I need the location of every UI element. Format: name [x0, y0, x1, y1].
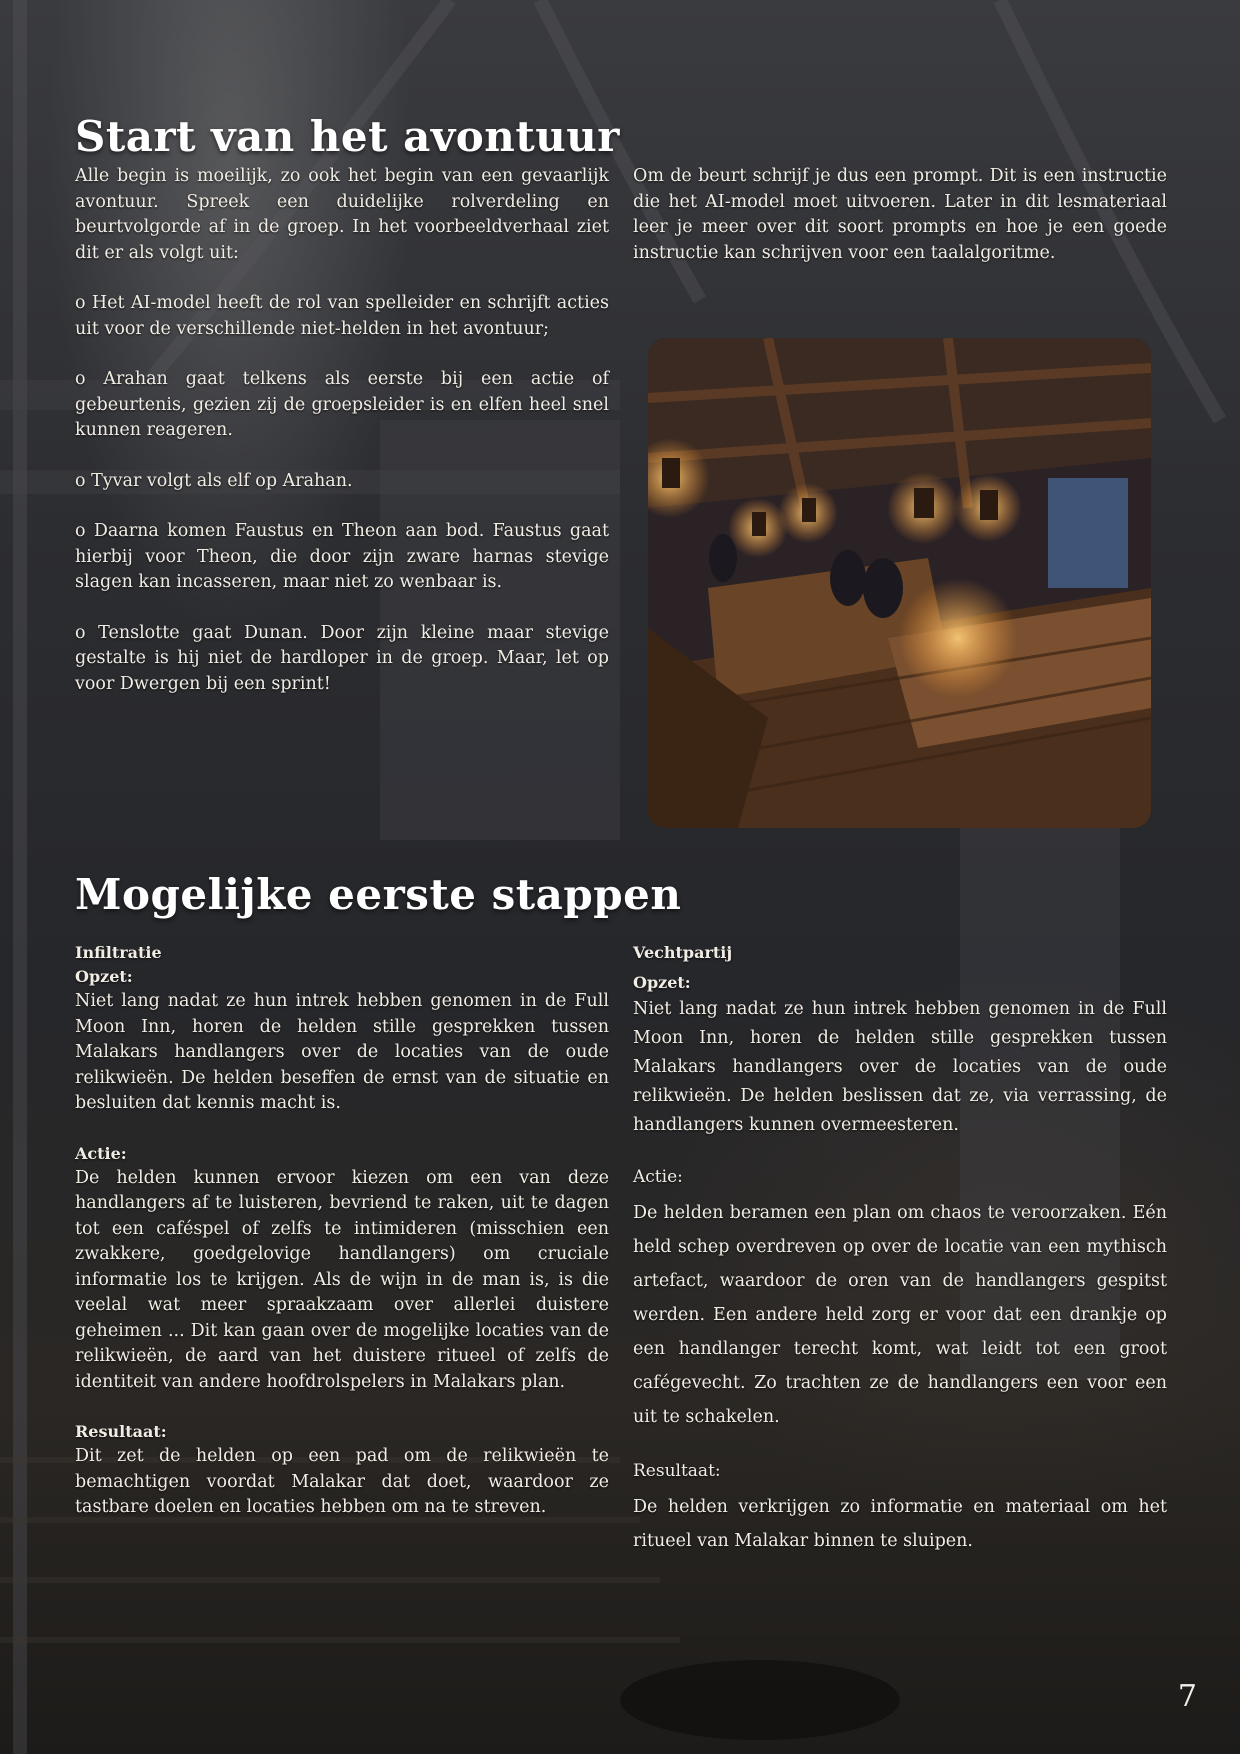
result-text-right: De helden verkrijgen zo informatie en materiaal om het ritueel van Malakar binnen te sluipen.	[633, 1497, 1167, 1551]
fight-column	[633, 941, 1167, 1583]
setup-label-left: Opzet:	[75, 967, 133, 986]
prompt-paragraph: Om de beurt schrijf je dus een prompt. Dit is een instructie die het AI-model moet uitvoeren. Later in dit lesmateriaal leer je meer over dit soort prompts en hoe je een goede instructie kan schrijven voor een taalalgoritme.	[633, 166, 1167, 263]
list-item-tyvar: o Tyvar volgt als elf op Arahan.	[75, 470, 353, 491]
list-item-ai-model: o Het AI-model heeft de rol van spelleider en schrijft acties uit voor de verschillende niet-helden in het avontuur;	[75, 293, 609, 339]
infiltration-column	[75, 941, 609, 1546]
start-left-column	[75, 164, 609, 722]
start-right-column	[633, 164, 1167, 291]
intro-paragraph: Alle begin is moeilijk, zo ook het begin van een gevaarlijk avontuur. Spreek een duidelijke rolverdeling en beurtvolgorde af in de groep. In het voorbeeldverhaal ziet dit er als volgt uit:	[75, 166, 609, 263]
setup-text-right: Niet lang nadat ze hun intrek hebben genomen in de Full Moon Inn, horen de helden stille gesprekken tussen Malakars handlangers over de locaties van de oude relikwieën. De helden beslissen dat ze, via verrassing, de handlangers kunnen overmeesteren.	[633, 999, 1167, 1135]
result-label-left: Resultaat:	[75, 1422, 167, 1441]
subtitle-infiltratie: Infiltratie	[75, 943, 162, 962]
section-title-start: Start van het avontuur	[75, 112, 620, 161]
subtitle-vechtpartij: Vechtpartij	[633, 943, 733, 962]
result-label-right: Resultaat:	[633, 1461, 721, 1481]
list-item-dunan: o Tenslotte gaat Dunan. Door zijn kleine maar stevige gestalte is hij niet de hardloper in de groep. Maar, let op voor Dwergen bij een sprint!	[75, 622, 609, 694]
list-item-faustus-theon: o Daarna komen Faustus en Theon aan bod. Faustus gaat hierbij voor Theon, die door zijn zware harnas stevige slagen kan incasseren, maar niet zo wenbaar is.	[75, 521, 609, 592]
action-text-right: De helden beramen een plan om chaos te veroorzaken. Eén held schep overdreven op over de locatie van een mythisch artefact, waardoor de oren van de handlangers gespitst werden. Een andere held zorg er voor dat een drankje op een handlanger terecht komt, wat leidt tot een groot cafégevecht. Zo trachten ze de handlangers een voor een uit te schakelen.	[633, 1203, 1167, 1427]
action-label-left: Actie:	[75, 1143, 127, 1163]
list-item-arahan: o Arahan gaat telkens als eerste bij een actie of gebeurtenis, gezien zij de groepsleider is en elfen heel snel kunnen reageren.	[75, 369, 609, 440]
action-text-left: De helden kunnen ervoor kiezen om een van deze handlangers af te luisteren, bevriend te raken, uit te dagen tot een caféspel of zelfs te intimideren (misschien een zwakkere, goedgelovige handlangers) om cruciale informatie los te krijgen. Als de wijn in de man is, is die veelal wat meer spraakzaam over allerlei duistere geheimen ... Dit kan gaan over de mogelijke locaties van de relikwieën, de aard van het duistere ritueel of zelfs de identiteit van andere hoofdrolspelers in Malakars plan.	[75, 1167, 609, 1392]
page-number: 7	[1177, 1679, 1197, 1714]
setup-text-left: Niet lang nadat ze hun intrek hebben genomen in de Full Moon Inn, horen de helden stille gesprekken tussen Malakars handlangers over de locaties van de oude relikwieën. De helden beseffen de ernst van de situatie en besluiten dat kennis macht is.	[75, 991, 609, 1113]
section-title-steps: Mogelijke eerste stappen	[75, 870, 682, 919]
result-text-left: Dit zet de helden op een pad om de relikwieën te bemachtigen voordat Malakar dat doet, waardoor ze tastbare doelen en locaties hebben om na te streven.	[75, 1446, 609, 1517]
tavern-illustration	[648, 338, 1151, 828]
action-label-right: Actie:	[633, 1167, 683, 1187]
setup-label-right: Opzet:	[633, 973, 691, 992]
